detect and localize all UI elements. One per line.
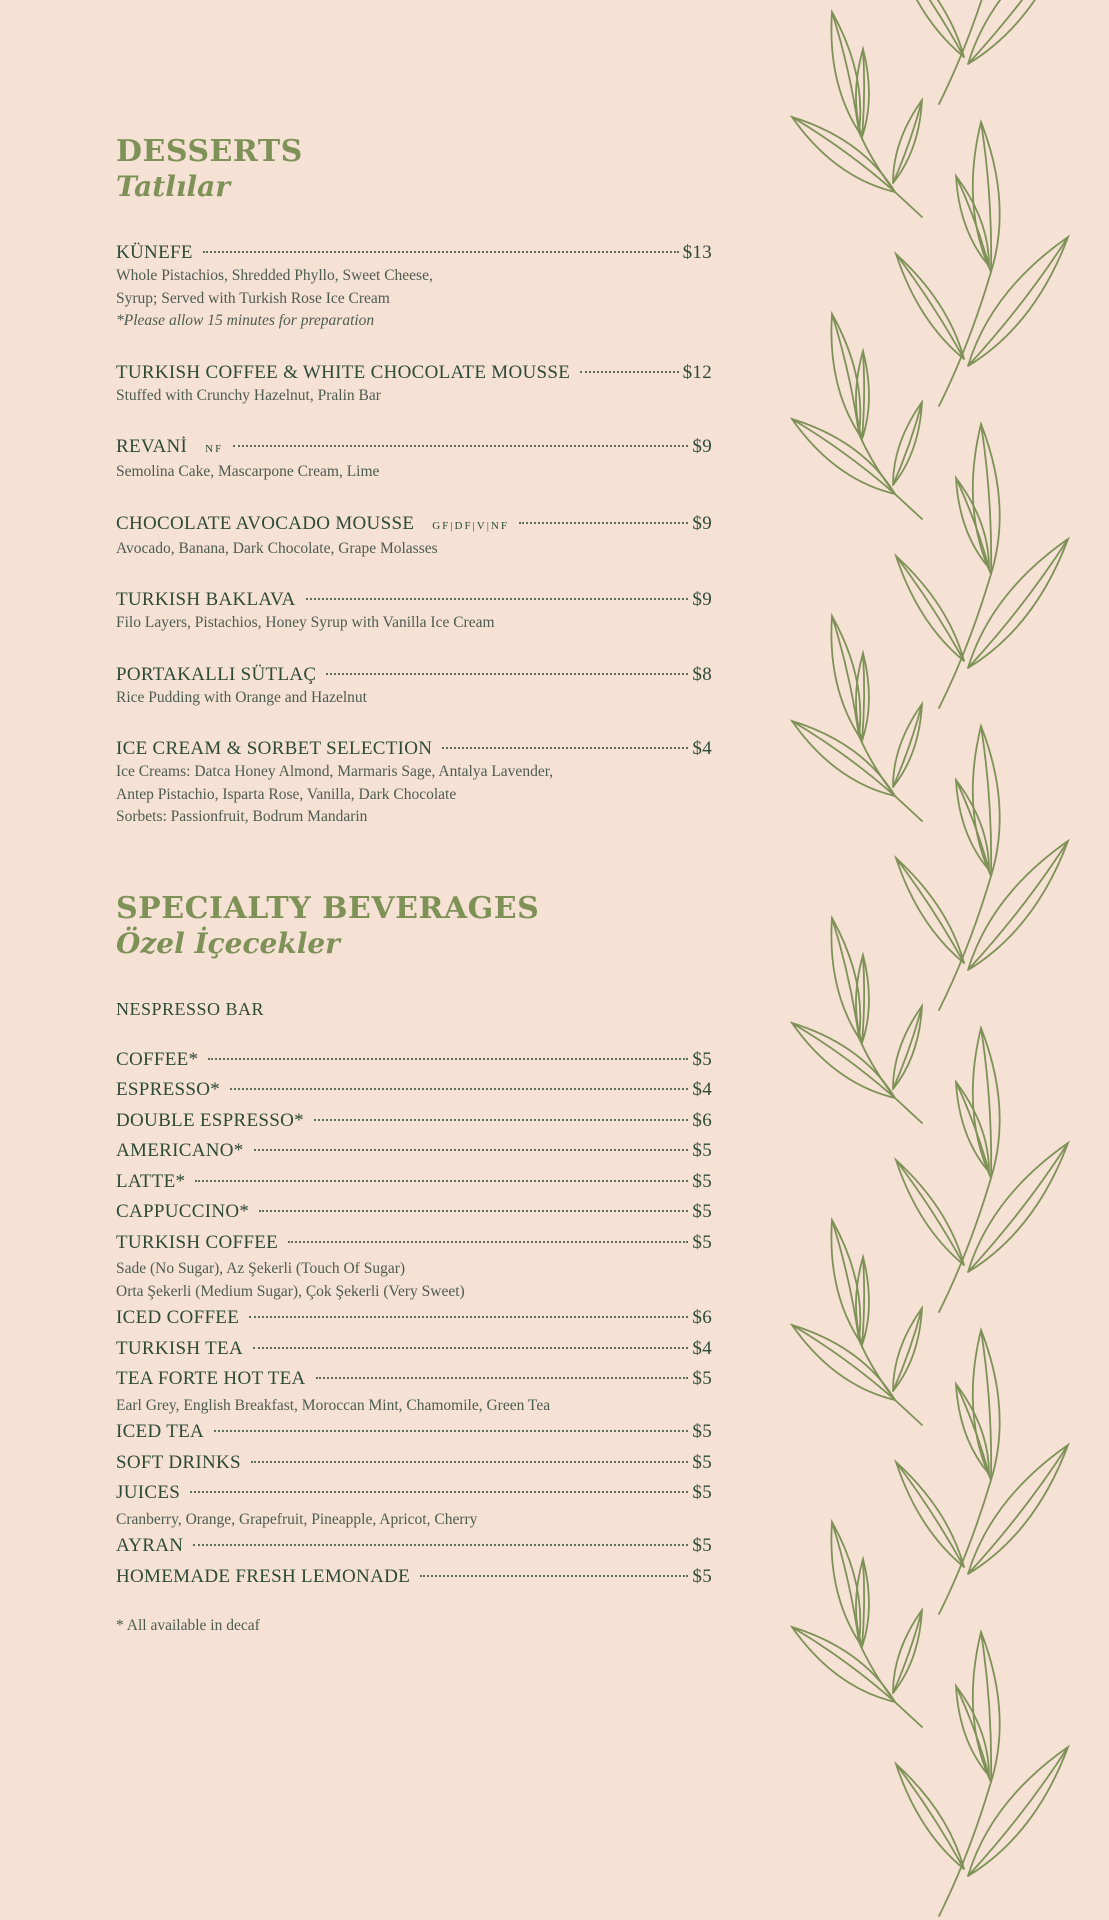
menu-item (116, 361, 712, 408)
leaf-icon (831, 314, 860, 434)
leaf-icon (896, 858, 964, 963)
item-name: TURKISH COFFEE & WHITE CHOCOLATE MOUSSE (116, 361, 571, 383)
item-price: $5 (692, 1368, 712, 1389)
menu-item-row (116, 1197, 712, 1228)
item-price: $8 (692, 663, 712, 685)
leaf-icon (856, 653, 869, 741)
desserts-section (116, 134, 712, 829)
dot-leader (251, 1461, 688, 1463)
item-price: $4 (692, 1337, 712, 1359)
leaf-icon (893, 1308, 922, 1391)
item-name: JUICES (116, 1482, 181, 1503)
menu-item-row (116, 1448, 712, 1479)
leaf-icon (792, 1325, 895, 1400)
item-name: TURKISH COFFEE (116, 1231, 279, 1253)
preparation-note: *Please allow 15 minutes for preparation (116, 312, 375, 329)
item-description: Rice Pudding with Orange and Hazelnut (116, 688, 367, 706)
item-price: $6 (692, 1307, 712, 1328)
dot-leader (306, 598, 689, 600)
leaf-icon (896, 1764, 964, 1869)
section-subtitle: Tatlılar (116, 170, 231, 203)
leaf-icon (893, 1006, 922, 1089)
stem-icon (939, 1782, 991, 1916)
dot-leader (253, 1347, 688, 1349)
menu (116, 134, 712, 1636)
leaf-icon (856, 955, 869, 1043)
stem-icon (859, 1340, 922, 1425)
menu-item (116, 1334, 712, 1365)
leaf-icon (831, 1522, 860, 1642)
dot-leader (254, 1149, 689, 1151)
dot-leader (203, 251, 679, 253)
item-name: PORTAKALLI SÜTLAÇ (116, 663, 317, 685)
menu-item (116, 1106, 712, 1137)
menu-item (116, 512, 712, 561)
stem-icon (859, 434, 922, 519)
stem-icon (859, 132, 922, 217)
menu-item-row (116, 1228, 712, 1259)
menu-item-row (116, 1106, 712, 1137)
leaf-icon (792, 419, 895, 494)
leaf-icon (968, 841, 1068, 970)
item-name: TEA FORTE HOT TEA (116, 1368, 306, 1389)
item-description: Avocado, Banana, Dark Chocolate, Grape Molasses (116, 539, 438, 557)
leaf-icon (968, 539, 1068, 668)
menu-item (116, 435, 712, 484)
dot-leader (519, 522, 688, 524)
item-price: $6 (692, 1109, 712, 1131)
leaf-icon (831, 1220, 860, 1340)
menu-item (116, 1448, 712, 1479)
stem-icon (859, 736, 922, 821)
item-price: $4 (692, 738, 712, 759)
menu-item (116, 1478, 712, 1531)
menu-item-row (116, 1045, 712, 1076)
dot-leader (316, 1377, 689, 1379)
item-name: ICED TEA (116, 1421, 205, 1442)
stem-icon (859, 1038, 922, 1123)
item-name: AYRAN (116, 1535, 184, 1556)
item-name: TURKISH BAKLAVA (116, 589, 296, 610)
dietary-tags: GF|DF|V|NF (432, 519, 509, 532)
dessert-list (116, 241, 712, 829)
menu-item-row (116, 1478, 712, 1509)
menu-item-row (116, 1562, 712, 1593)
menu-item (116, 1364, 712, 1417)
item-price: $5 (692, 1451, 712, 1473)
leaf-icon (968, 0, 1068, 64)
item-description: Ice Creams: Datca Honey Almond, Marmaris Sage, Antalya Lavender, (116, 763, 554, 780)
dot-leader (259, 1210, 688, 1212)
menu-item-row (116, 361, 712, 385)
leaf-icon (968, 1747, 1068, 1876)
leaf-icon (856, 49, 869, 137)
menu-item (116, 663, 712, 710)
leaf-icon (968, 237, 1068, 366)
section-subtitle: Özel İçecekler (116, 926, 340, 960)
nespresso-bar-heading: NESPRESSO BAR (116, 998, 265, 1019)
spacer (116, 204, 712, 241)
leaf-icon (792, 721, 895, 796)
item-price: $5 (692, 1048, 712, 1070)
dot-leader (314, 1119, 688, 1121)
menu-item (116, 737, 712, 829)
item-name: SOFT DRINKS (116, 1451, 241, 1473)
item-price: $5 (692, 1565, 712, 1587)
menu-item-row (116, 1417, 712, 1448)
menu-item-row (116, 1334, 712, 1365)
menu-item (116, 1136, 712, 1167)
leaf-icon (856, 1257, 869, 1345)
dietary-tags: NF (205, 443, 224, 455)
leaf-icon (831, 616, 860, 736)
menu-item (116, 1045, 712, 1076)
item-description: Cranberry, Orange, Grapefruit, Pineapple, Apricot, Cherry (116, 1510, 478, 1528)
dot-leader (193, 1544, 688, 1546)
item-price: $5 (692, 1140, 712, 1161)
dot-leader (190, 1491, 688, 1493)
menu-item (116, 1417, 712, 1448)
item-name: CHOCOLATE AVOCADO MOUSSE (116, 512, 415, 534)
dot-leader (214, 1430, 688, 1432)
item-name: ICE CREAM & SORBET SELECTION (116, 738, 433, 759)
leaf-icon (968, 1445, 1068, 1574)
decaf-footnote: * All available in decaf (116, 1617, 260, 1634)
item-name: KÜNEFE (116, 242, 193, 263)
item-price: $5 (692, 1421, 712, 1442)
item-description: Orta Şekerli (Medium Sugar), Çok Şekerli (Very Sweet) (116, 1282, 465, 1300)
item-description: Sorbets: Passionfruit, Bodrum Mandarin (116, 808, 368, 825)
leaf-icon (968, 1143, 1068, 1272)
item-price: $5 (692, 1535, 712, 1556)
menu-item-row (116, 588, 712, 612)
menu-item-row (116, 1075, 712, 1106)
menu-item (116, 1228, 712, 1304)
menu-item-row (116, 737, 712, 761)
section-title: SPECIALTY BEVERAGES (116, 890, 540, 926)
item-description: Filo Layers, Pistachios, Honey Syrup with Vanilla Ice Cream (116, 614, 495, 631)
menu-item-row (116, 1531, 712, 1562)
item-price: $4 (692, 1079, 712, 1100)
leaf-icon (893, 402, 922, 485)
stem-icon (939, 272, 991, 406)
menu-item-row (116, 663, 712, 687)
leaf-icon (856, 351, 869, 439)
item-name: LATTE* (116, 1170, 186, 1192)
menu-item (116, 1303, 712, 1334)
item-name: TURKISH TEA (116, 1337, 243, 1359)
item-price: $5 (692, 1482, 712, 1503)
item-description: Antep Pistachio, Isparta Rose, Vanilla, Dark Chocolate (116, 785, 457, 803)
item-name: AMERICANO* (116, 1140, 244, 1161)
item-description: Whole Pistachios, Shredded Phyllo, Sweet Cheese, (116, 267, 433, 284)
leaf-icon (896, 0, 964, 57)
beverages-section (116, 891, 712, 1637)
item-price: $5 (692, 1170, 712, 1192)
leaf-icon (856, 1559, 869, 1647)
stem-icon (939, 876, 991, 1010)
menu-item (116, 1562, 712, 1593)
leaf-icon (896, 1160, 964, 1265)
leaf-icon (792, 1627, 895, 1702)
leaf-icon (831, 918, 860, 1038)
leaf-icon (792, 117, 895, 192)
dot-leader (442, 747, 688, 749)
dot-leader (288, 1241, 688, 1243)
menu-item (116, 1075, 712, 1106)
dot-leader (233, 445, 688, 447)
leaf-icon (896, 1462, 964, 1567)
menu-item-row (116, 512, 712, 538)
menu-item (116, 241, 712, 333)
item-price: $12 (682, 361, 712, 383)
item-price: $5 (692, 1231, 712, 1253)
item-description: Stuffed with Crunchy Hazelnut, Pralin Bar (116, 386, 381, 404)
beverage-list (116, 1045, 712, 1593)
item-price: $9 (692, 512, 712, 534)
menu-item (116, 588, 712, 635)
leaf-icon (893, 1610, 922, 1693)
item-name: REVANİ (116, 436, 188, 457)
item-price: $5 (692, 1201, 712, 1222)
stem-icon (939, 1178, 991, 1312)
leaf-icon (896, 254, 964, 359)
item-description: Semolina Cake, Mascarpone Cream, Lime (116, 463, 380, 480)
item-name: CAPPUCCINO* (116, 1201, 250, 1222)
leaf-icon (893, 704, 922, 787)
menu-item-row (116, 1364, 712, 1395)
dot-leader (195, 1180, 688, 1182)
dot-leader (580, 371, 678, 373)
item-price: $9 (692, 436, 712, 457)
dot-leader (208, 1058, 688, 1060)
item-description: Syrup; Served with Turkish Rose Ice Cream (116, 289, 390, 307)
stem-icon (939, 1480, 991, 1614)
menu-item-row (116, 1167, 712, 1198)
leaf-icon (896, 556, 964, 661)
menu-item-row (116, 435, 712, 461)
menu-item (116, 1167, 712, 1198)
dot-leader (420, 1575, 688, 1577)
menu-item (116, 1197, 712, 1228)
dot-leader (249, 1316, 688, 1318)
dot-leader (326, 673, 688, 675)
item-name: HOMEMADE FRESH LEMONADE (116, 1565, 411, 1587)
leaf-icon (893, 100, 922, 183)
menu-item-row (116, 241, 712, 265)
item-name: COFFEE* (116, 1048, 199, 1070)
leaf-icon (831, 12, 860, 132)
item-name: ESPRESSO* (116, 1079, 221, 1100)
item-name: ICED COFFEE (116, 1307, 240, 1328)
stem-icon (939, 574, 991, 708)
menu-item-row (116, 1136, 712, 1167)
leaf-icon (792, 1023, 895, 1098)
item-description: Sade (No Sugar), Az Şekerli (Touch Of Sugar) (116, 1260, 406, 1277)
stem-icon (859, 1642, 922, 1727)
item-price: $9 (692, 589, 712, 610)
item-price: $13 (682, 242, 712, 263)
dot-leader (230, 1088, 688, 1090)
section-title: DESSERTS (116, 134, 303, 169)
item-description: Earl Grey, English Breakfast, Moroccan Mint, Chamomile, Green Tea (116, 1396, 551, 1414)
item-name: DOUBLE ESPRESSO* (116, 1109, 304, 1131)
menu-item (116, 1531, 712, 1562)
menu-item-row (116, 1303, 712, 1334)
